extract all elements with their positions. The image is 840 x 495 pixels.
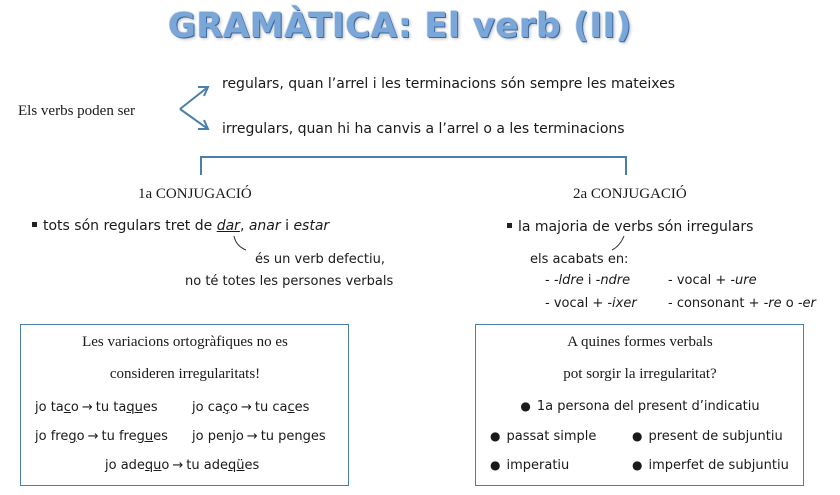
ending-vocal-ure: - vocal + -ure — [668, 273, 757, 288]
box-left-title-1: Les variacions ortogràfiques no es — [82, 334, 288, 350]
bullet-dot-icon: ● — [632, 458, 643, 472]
pointer-curve — [610, 234, 628, 252]
conj1-bullet: tots són regulars tret de dar, anar i estar — [32, 218, 329, 234]
intro-lead: Els verbs poden ser — [18, 103, 136, 119]
box-right-title-1: A quines formes verbals — [567, 334, 713, 350]
conj1-heading: 1a CONJUGACIÓ — [138, 186, 252, 202]
arrow-right-icon: → — [240, 400, 252, 415]
intro-irregulars: irregulars, quan hi ha canvis a l’arrel o a les terminacions — [222, 121, 625, 137]
arrow-right-icon: → — [172, 458, 184, 473]
example-taco: jo taco → tu taques — [35, 400, 158, 415]
form-item-2: ● passat simple — [490, 429, 597, 444]
bullet-icon — [32, 222, 37, 227]
conj1-note-2: no té totes les persones verbals — [185, 274, 394, 289]
conj2-bullet: la majoria de verbs són irregulars — [507, 219, 753, 235]
bullet-dot-icon: ● — [632, 429, 643, 443]
conj2-endings-label: els acabats en: — [530, 252, 629, 267]
form-item-4: ● imperatiu — [490, 458, 570, 473]
pointer-curve — [232, 234, 250, 252]
conj1-note-1: és un verb defectiu, — [255, 252, 385, 267]
bullet-dot-icon: ● — [490, 458, 501, 472]
form-item-1: ● 1a persona del present d’indicatiu — [520, 399, 760, 414]
example-penjo: jo penjo → tu penges — [192, 429, 326, 444]
example-caco: jo caço → tu caces — [192, 400, 310, 415]
ending-vocal-ixer: - vocal + -ixer — [545, 296, 637, 311]
form-item-5: ● imperfet de subjuntiu — [632, 458, 789, 473]
box-right-title-2: pot sorgir la irregularitat? — [563, 366, 717, 382]
bullet-dot-icon: ● — [520, 399, 531, 413]
intro-regulars: regulars, quan l’arrel i les terminacions són sempre les mateixes — [222, 76, 676, 92]
box-left-title-2: consideren irregularitats! — [109, 366, 261, 382]
conj2-heading: 2a CONJUGACIÓ — [573, 186, 687, 202]
dar-word: dar — [216, 218, 240, 234]
arrow-right-icon: → — [87, 429, 99, 444]
branch-arrows-icon — [178, 82, 212, 136]
arrow-right-icon: → — [246, 429, 258, 444]
bullet-dot-icon: ● — [490, 429, 501, 443]
bullet-icon — [507, 223, 512, 228]
example-frego: jo frego → tu fregues — [35, 429, 168, 444]
ending-consonant-re-er: - consonant + -re o -er — [668, 296, 816, 311]
form-item-3: ● present de subjuntiu — [632, 429, 783, 444]
page-title: GRAMÀTICA: El verb (II) — [168, 6, 632, 46]
split-bracket — [198, 154, 630, 176]
arrow-right-icon: → — [81, 400, 93, 415]
ending-ldre-ndre: - -ldre i -ndre — [545, 273, 631, 288]
example-adequo: jo adequo → tu adeqües — [105, 458, 260, 473]
